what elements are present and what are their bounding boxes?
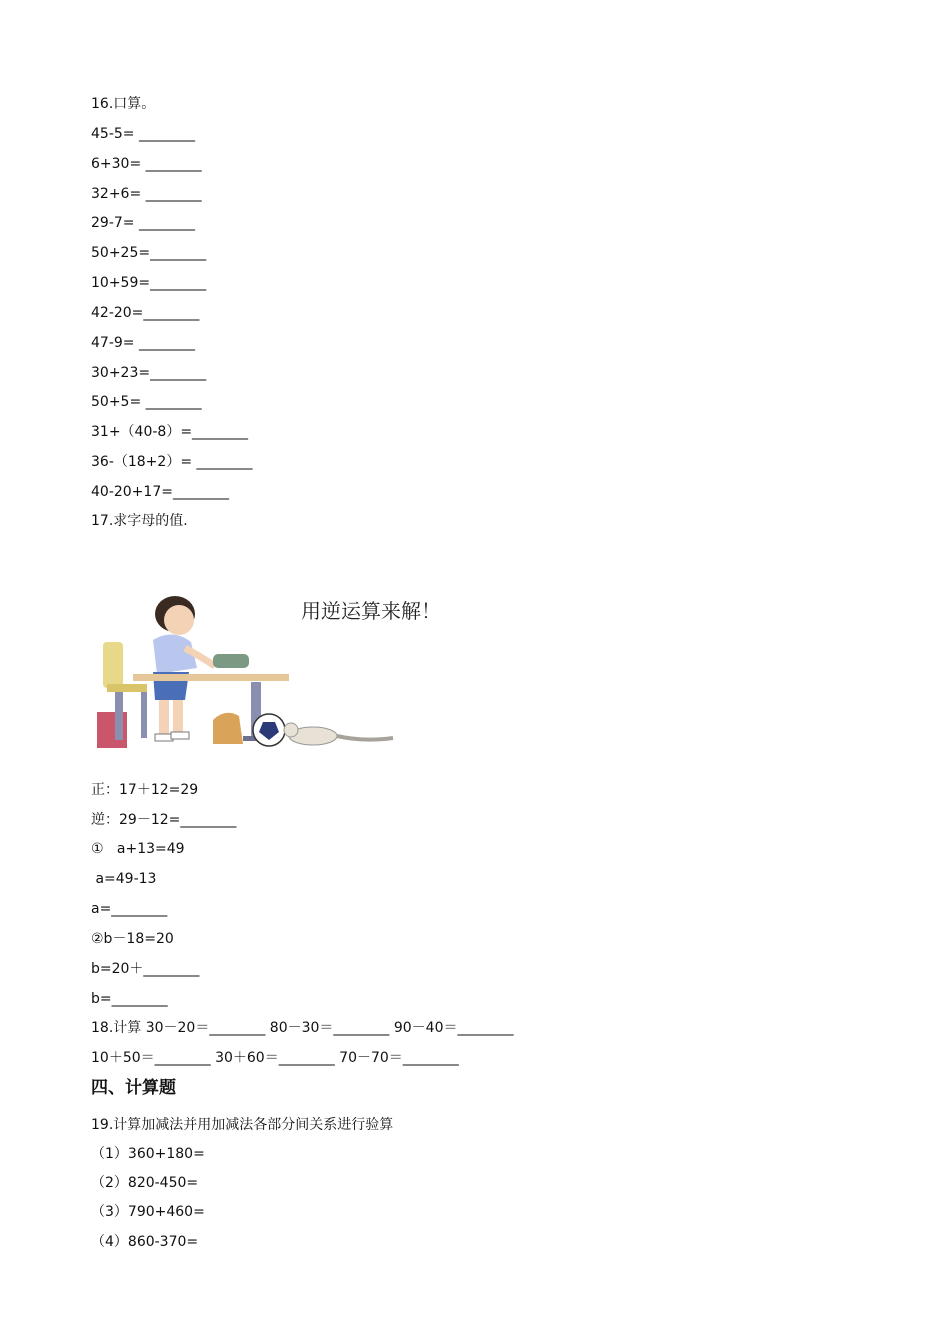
q19-item: （4）860-370= <box>91 1234 199 1250</box>
q17-line: b=________ <box>91 991 168 1007</box>
boy-studying-illustration <box>93 588 465 754</box>
q16-item: 29-7= ________ <box>91 215 195 231</box>
q19-title: 19.计算加减法并用加减法各部分间关系进行验算 <box>91 1117 394 1133</box>
q19-item: （3）790+460= <box>91 1204 205 1220</box>
desk-books-shape <box>213 654 249 668</box>
q16-item: 50+25=________ <box>91 245 207 261</box>
q16-item: 30+23=________ <box>91 365 207 381</box>
q17-line: ① a+13=49 <box>91 841 185 857</box>
bag-shape <box>213 713 243 744</box>
q16-item: 45-5= ________ <box>91 126 195 142</box>
q17-title: 17.求字母的值. <box>91 513 188 529</box>
q16-item: 6+30= ________ <box>91 156 202 172</box>
q17-line: b=20＋________ <box>91 961 200 977</box>
q16-item: 42-20=________ <box>91 305 200 321</box>
q17-line: ②b－18=20 <box>91 931 174 947</box>
q16-item: 50+5= ________ <box>91 394 202 410</box>
q17-line: a=________ <box>91 901 168 917</box>
q19-item: （2）820-450= <box>91 1175 199 1191</box>
q18-line-1: 18.计算 30－20＝________ 80－30＝________ 90－40＝________ <box>91 1020 514 1036</box>
q19-item: （1）360+180= <box>91 1146 205 1162</box>
q16-item: 47-9= ________ <box>91 335 195 351</box>
chair-back-shape <box>103 642 123 688</box>
desk-top-shape <box>133 674 289 681</box>
q17-line: 正：17＋12=29 <box>91 782 199 798</box>
boy-face-shape <box>164 605 194 635</box>
q16-item: 32+6= ________ <box>91 186 202 202</box>
q18-line-2: 10＋50＝________ 30＋60＝________ 70－70＝________ <box>91 1050 459 1066</box>
section-heading: 四、计算题 <box>91 1078 176 1098</box>
q16-item: 31+（40-8）=________ <box>91 424 249 440</box>
chair-leg-shape <box>115 692 123 740</box>
q16-item: 36-（18+2）= ________ <box>91 454 253 470</box>
q16-title: 16.口算。 <box>91 96 156 112</box>
speech-text: 用逆运算来解！ <box>301 599 441 623</box>
q16-item: 10+59=________ <box>91 275 207 291</box>
q17-line: 逆：29－12=________ <box>91 812 237 828</box>
chair-seat-shape <box>107 684 147 692</box>
q17-line: a=49-13 <box>91 871 157 887</box>
q16-item: 40-20+17=________ <box>91 484 229 500</box>
